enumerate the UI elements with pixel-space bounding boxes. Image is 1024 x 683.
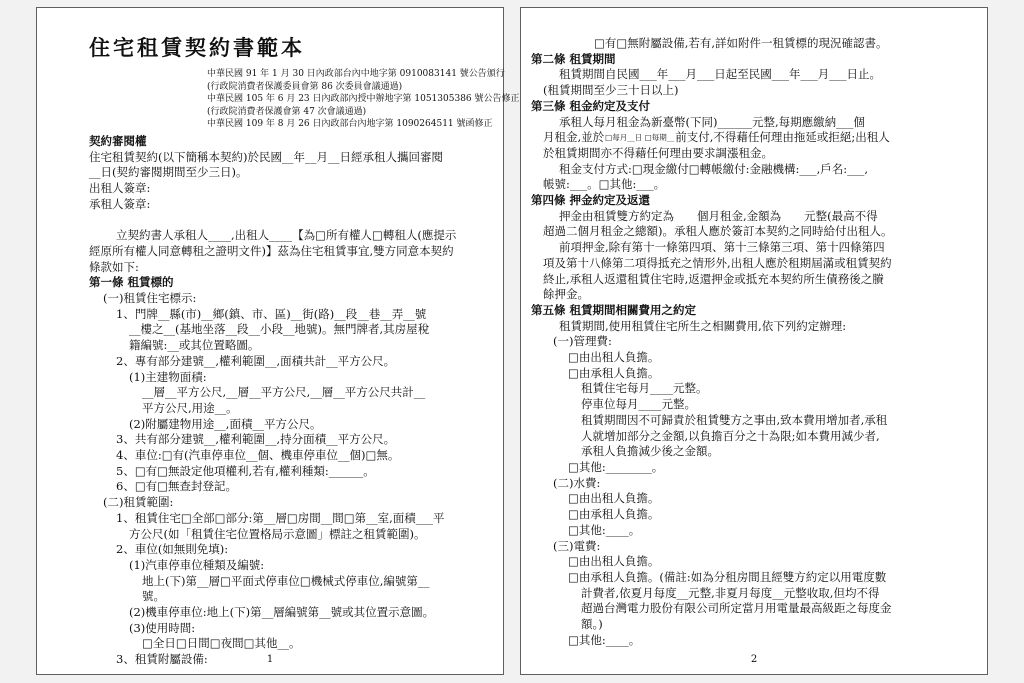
contract-line: 2、專有部分建號__,權利範圍__,面積共計__平方公尺。	[116, 353, 396, 368]
contract-line: 號。	[142, 589, 165, 604]
contract-line: 籍編號:__或其位置略圖。	[129, 338, 260, 353]
contract-line: 超過台灣電力股份有限公司所定當月用電量最高級距之每度金	[581, 601, 892, 616]
contract-line: 1、租賃住宅□全部□部分:第__層□房間__間□第__室,面積___平	[116, 510, 445, 525]
contract-line: 5、□有□無設定他項權利,若有,權利種類:______。	[116, 463, 375, 478]
contract-line: (1)主建物面積:	[129, 369, 207, 384]
document-title: 住宅租賃契約書範本	[89, 35, 305, 60]
payment-option-per-term: □每期__	[644, 132, 675, 142]
contract-line: 方公尺(如「租賃住宅位置格局示意圖」標註之租賃範圍)。	[129, 526, 426, 541]
clause-1-heading: 第一條 租賃標的	[89, 275, 174, 290]
contract-line: 帳號:___。□其他:___。	[543, 177, 666, 192]
page-number: 1	[266, 654, 274, 665]
page-2	[520, 7, 988, 675]
page-number: 2	[750, 654, 758, 665]
blank-line	[89, 212, 473, 228]
contract-line: (一)租賃住宅標示:	[103, 290, 197, 305]
contract-line: 餘押金。	[543, 287, 589, 302]
contract-line: □有□無附屬設備,若有,詳如附件一租賃標的現況確認書。	[594, 36, 888, 50]
contract-line: 條款如下:	[89, 259, 139, 274]
contract-line: (二)租賃範圍:	[103, 495, 174, 510]
clause-2-heading: 第二條 租賃期間	[531, 51, 616, 66]
promulgation-note: (行政院消費者保護會第 47 次會議通過)	[207, 106, 367, 117]
payment-line-post: 前支付,不得藉任何理由拖延或拒絕;出租人	[675, 130, 890, 145]
promulgation-note: 中華民國 109 年 8 月 26 日內政部台內地字第 1090264511 號函修正	[207, 119, 493, 130]
section-heading-review-right: 契約審閱權	[89, 133, 147, 148]
contract-line: 於租賃期間亦不得藉任何理由要求調漲租金。	[543, 145, 773, 160]
contract-line: 超過二個月租金之總額)。承租人應於簽訂本契約之同時給付出租人。	[543, 224, 893, 239]
page-1	[36, 7, 520, 675]
contract-line: __層__平方公尺,__層__平方公尺,__層__平方公尺共計__	[142, 385, 426, 400]
contract-line: 2、車位(如無則免填):	[116, 542, 229, 557]
contract-line: 承租人負擔減少後之金額。	[581, 444, 719, 459]
contract-line: __樓之__(基地坐落__段__小段__地號)。無門牌者,其房屋稅	[129, 322, 430, 337]
contract-line: □其他:____。	[568, 522, 641, 537]
contract-line: 6、□有□無查封登記。	[116, 479, 238, 494]
contract-line: 押金由租賃雙方約定為 個月租金,金額為 元整(最高不得	[559, 208, 878, 223]
contract-line: 4、車位:□有(汽車停車位__個、機車停車位__個)□無。	[116, 448, 400, 463]
contract-line: 1、門牌__縣(市)__鄉(鎮、市、區)__街(路)__段__巷__弄__號	[116, 306, 427, 321]
contract-line: 承租人每月租金為新臺幣(下同)______元整,每期應繳納___個	[559, 114, 865, 129]
contract-line: (二)水費:	[553, 475, 601, 490]
payment-option-stack	[605, 134, 674, 143]
contract-line: 3、共有部分建號__,權利範圍__,持分面積__平方公尺。	[116, 432, 396, 447]
contract-line: □全日□日間□夜間□其他__。	[142, 636, 301, 651]
payment-option-monthly: □每月__日	[605, 132, 643, 142]
contract-line: (一)管理費:	[553, 334, 612, 349]
contract-line: 停車位每月____元整。	[581, 397, 696, 412]
promulgation-note: 中華民國 105 年 6 月 23 日內政部內授中辦地字第 1051305386 號公告修正	[207, 94, 520, 105]
contract-line: 租賃期間自民國___年___月___日起至民國___年___月___日止。	[559, 67, 881, 82]
contract-line: 人就增加部分之金額,以負擔百分之十為限;如本費用減少者,	[581, 428, 880, 443]
contract-line: 租賃期間因不可歸責於租賃雙方之事由,致本費用增加者,承租	[581, 412, 888, 427]
contract-line: 租賃期間,使用租賃住宅所生之相關費用,依下列約定辦理:	[559, 318, 847, 333]
contract-line: 終止,承租人返還租賃住宅時,返還押金或抵充本契約所生債務後之賸	[543, 271, 884, 286]
contract-line: □由承租人負擔。	[568, 365, 660, 380]
contract-line: □其他:____。	[568, 632, 641, 647]
page2-body	[521, 8, 987, 648]
contract-line: 租賃住宅每月____元整。	[581, 381, 708, 396]
contract-line: (1)汽車停車位種類及編號:	[129, 557, 265, 572]
page1-body	[89, 134, 473, 668]
contract-line: (2)附屬建物用途__,面積__平方公尺。	[129, 416, 322, 431]
contract-line: 前項押金,除有第十一條第四項、第十三條第三項、第十四條第四	[559, 240, 885, 255]
contract-line: 平方公尺,用途__。	[142, 400, 238, 415]
contract-line: 地上(下)第__層□平面式停車位□機械式停車位,編號第__	[142, 573, 430, 588]
contract-line: (租賃期間至少三十日以上)	[543, 83, 679, 98]
lessor-signature-label: 出租人簽章:	[89, 181, 151, 196]
clause-5-heading: 第五條 租賃期間相關費用之約定	[531, 302, 697, 317]
contract-line: 立契約書人承租人____,出租人____【為□所有權人□轉租人(應提示	[116, 228, 457, 243]
contract-line: □由承租人負擔。	[568, 507, 660, 522]
contract-line: (3)使用時間:	[129, 620, 196, 635]
contract-line: 經原所有權人同意轉租之證明文件)】茲為住宅租賃事宜,雙方同意本契約	[89, 243, 454, 258]
contract-line: 額。)	[581, 617, 603, 632]
payment-line-pre: 月租金,並於	[543, 130, 605, 145]
contract-line: (三)電費:	[553, 538, 601, 553]
lessee-signature-label: 承租人簽章:	[89, 196, 151, 211]
contract-line: (2)機車停車位:地上(下)第__層編號第__號或其位置示意圖。	[129, 605, 435, 620]
contract-line: 住宅租賃契約(以下簡稱本契約)於民國__年__月__日經承租人攜回審閱	[89, 149, 443, 164]
clause-4-heading: 第四條 押金約定及返還	[531, 193, 651, 208]
contract-line: □由出租人負擔。	[568, 554, 660, 569]
promulgation-note: (行政院消費者保護委員會第 86 次委員會議通過)	[207, 81, 403, 92]
contract-line: __日(契約審閱期間至少三日)。	[89, 165, 248, 180]
payment-schedule-line	[543, 130, 965, 146]
promulgation-note: 中華民國 91 年 1 月 30 日內政部台內中地字第 0910083141 號公告頒行	[207, 69, 505, 79]
contract-line: 計費者,依夏月每度__元整,非夏月每度__元整收取,但均不得	[581, 585, 880, 600]
contract-line: □由出租人負擔。	[568, 350, 660, 365]
contract-line: 項及第十八條第二項得抵充之情形外,出租人應於租期屆滿或租賃契約	[543, 255, 892, 270]
contract-line: □由承租人負擔。(備註:如為分租房間且經雙方約定以用電度數	[568, 569, 887, 584]
promulgation-notes	[207, 68, 520, 131]
clause-3-heading: 第三條 租金約定及支付	[531, 98, 651, 113]
contract-line: 租金支付方式:□現金繳付□轉帳繳付:金融機構:___,戶名:___,	[559, 161, 869, 176]
contract-line: □其他:________。	[568, 459, 664, 474]
contract-line: □由出租人負擔。	[568, 491, 660, 506]
contract-line: 3、租賃附屬設備:	[116, 652, 208, 667]
